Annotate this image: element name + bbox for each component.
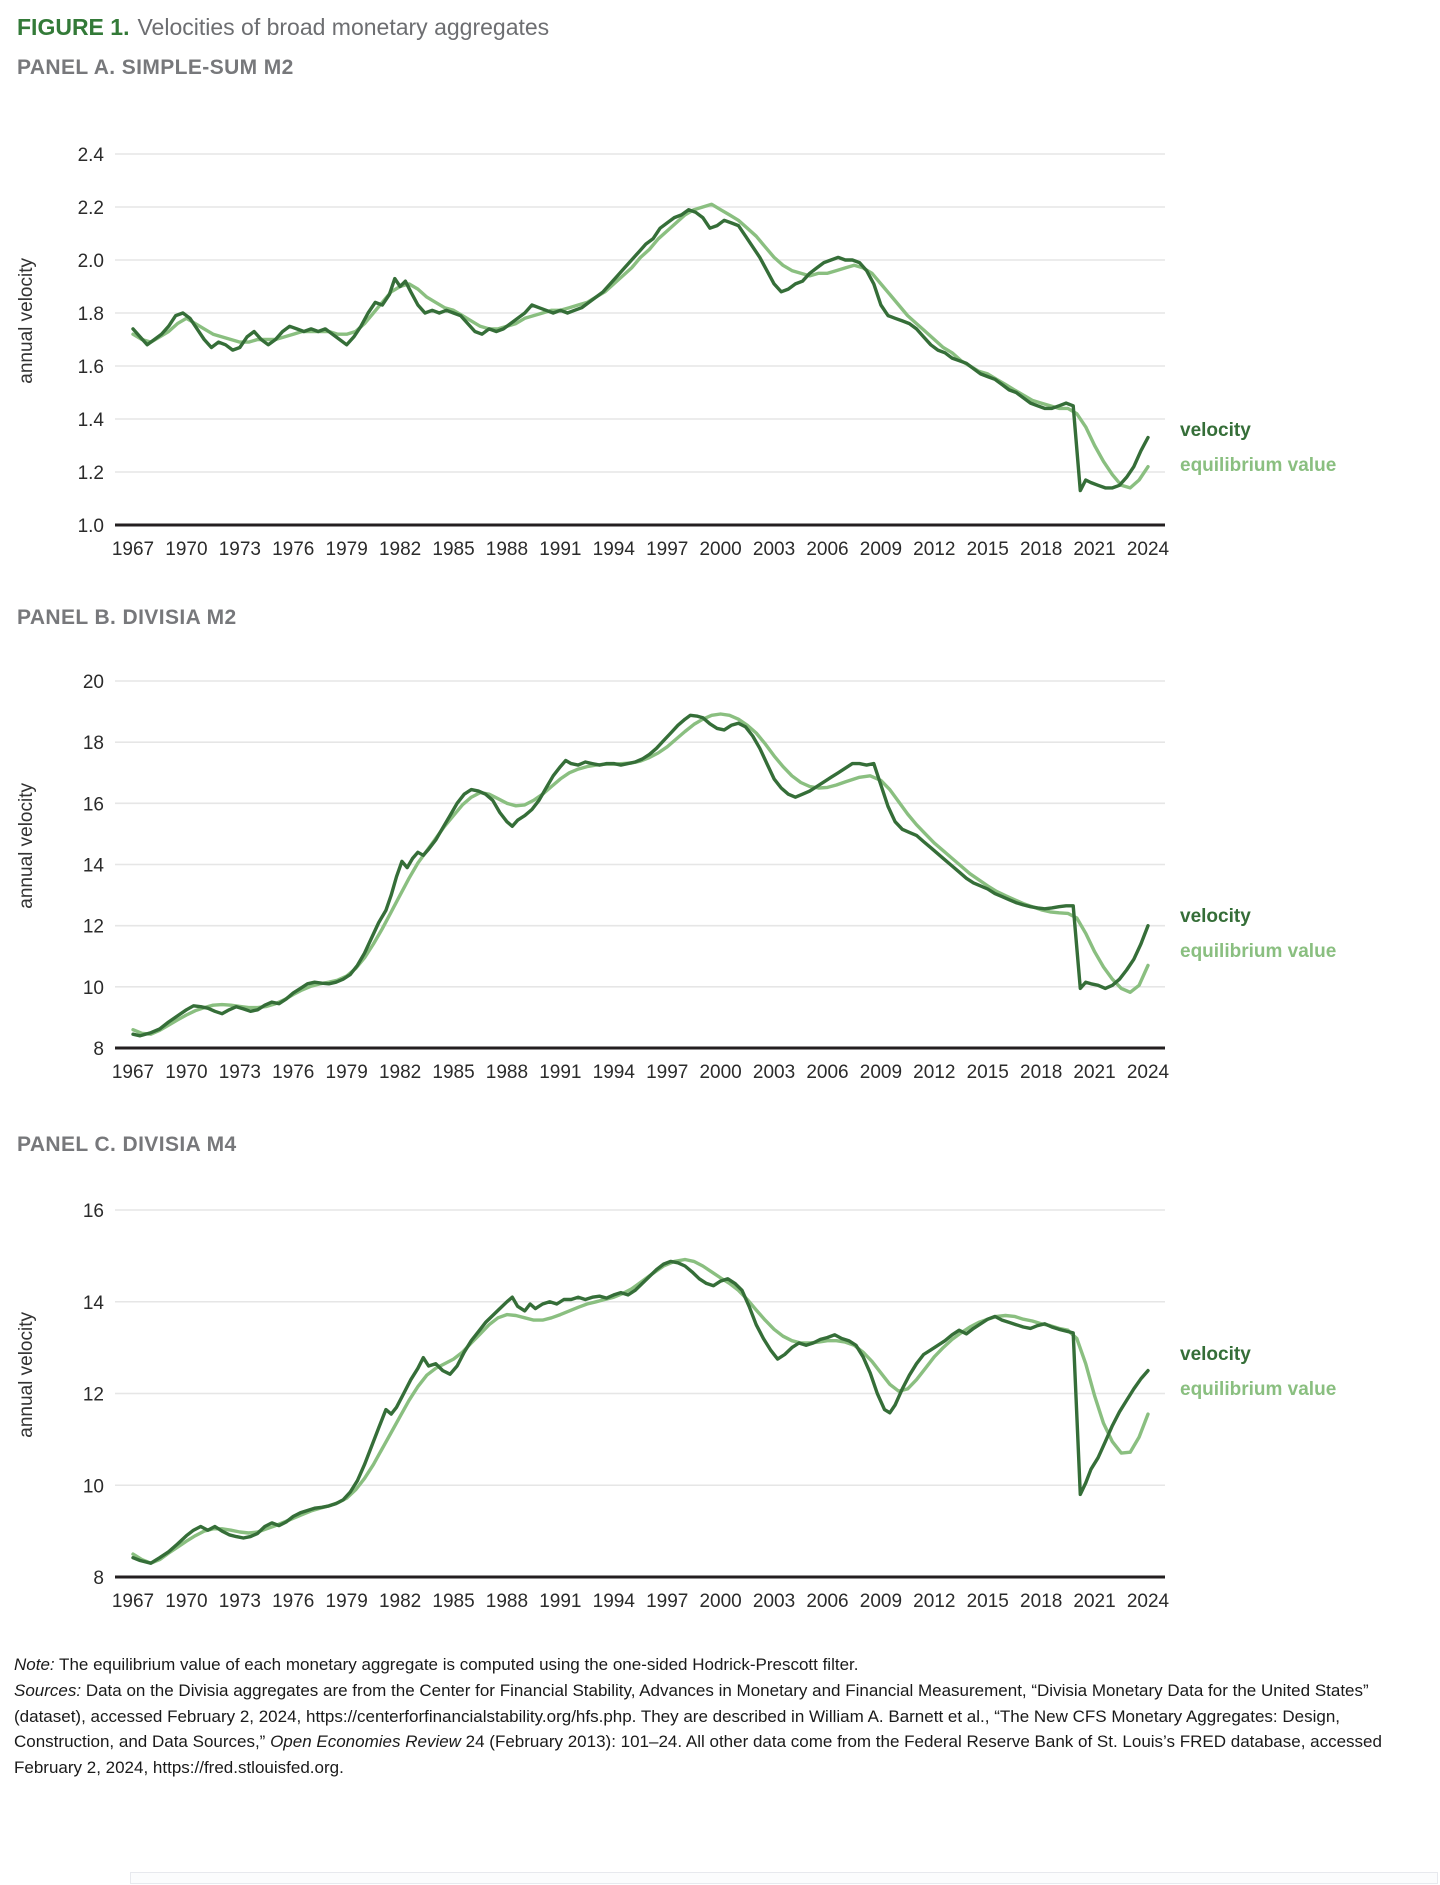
x-tick-label: 1967 (111, 539, 155, 560)
x-tick-label: 1967 (111, 1062, 155, 1083)
figure-number-label: FIGURE 1. (17, 14, 130, 40)
y-tick-label: 2.4 (77, 145, 104, 166)
y-tick-label: 14 (82, 1292, 104, 1314)
footnote-note (14, 1652, 1428, 1678)
x-tick-label: 2018 (1020, 1591, 1063, 1612)
figure-title-text: Velocities of broad monetary aggregates (137, 14, 550, 40)
panel-b-plot (83, 672, 1170, 1083)
x-tick-label: 2021 (1073, 1062, 1116, 1083)
equilibrium-line-panel-c (133, 1260, 1148, 1564)
footnote-sources (14, 1678, 1428, 1781)
legend-velocity-label: velocity (1180, 906, 1251, 927)
x-tick-label: 1976 (272, 1591, 315, 1612)
x-tick-label: 1982 (378, 1591, 422, 1612)
x-tick-label: 1973 (218, 1591, 261, 1612)
x-tick-label: 1982 (378, 1062, 422, 1083)
legend-velocity-label: velocity (1180, 1344, 1251, 1365)
sources-journal-name: Open Economies Review (270, 1732, 461, 1752)
x-tick-label: 2024 (1126, 1591, 1170, 1612)
velocity-line-panel-a (133, 210, 1148, 491)
y-tick-label: 1.4 (77, 410, 104, 431)
x-tick-label: 1994 (592, 539, 635, 560)
y-tick-label: 1.2 (77, 463, 104, 484)
x-tick-label: 2015 (966, 539, 1009, 560)
x-tick-label: 1997 (646, 1591, 689, 1612)
panel-c-plot (83, 1201, 1170, 1612)
x-tick-label: 1979 (325, 1062, 368, 1083)
x-tick-label: 2000 (699, 1591, 742, 1612)
x-tick-label: 1994 (592, 1062, 635, 1083)
y-tick-label: 20 (82, 672, 104, 693)
legend-equilibrium-label: equilibrium value (1180, 454, 1337, 476)
sources-text-1: Data on the Divisia aggregates are from the Center for Financial Stability, Advances in Monetary and Financial Measurement, “Divisia Monetary Data for the United States” (dataset), accessed February 2, 2024, https://centerforfinancialstability.org/hfs.php. They are described in William A. Barnett et al., “The New CFS Monetary Aggregates: Design, Construction, and Data Sources,” (14, 1680, 1369, 1752)
x-tick-label: 2015 (966, 1591, 1009, 1612)
x-tick-label: 1979 (325, 539, 368, 560)
x-tick-label: 1970 (165, 1062, 208, 1083)
velocity-line-panel-b (133, 715, 1148, 1036)
x-tick-label: 1970 (165, 539, 208, 560)
y-tick-label: 10 (82, 1476, 104, 1498)
panel-b-heading: PANEL B. DIVISIA M2 (17, 606, 237, 629)
panel-a-y-axis-title: annual velocity (16, 258, 37, 384)
y-tick-label: 1.0 (77, 516, 104, 537)
y-tick-label: 16 (82, 1201, 104, 1222)
x-tick-label: 1997 (646, 1062, 689, 1083)
x-tick-label: 2003 (752, 539, 796, 560)
panel-b-legend (1180, 906, 1336, 964)
y-tick-label: 18 (82, 733, 104, 755)
x-tick-label: 2006 (806, 539, 849, 560)
x-tick-label: 2003 (752, 1591, 796, 1612)
x-tick-label: 2018 (1020, 1062, 1063, 1083)
x-tick-label: 2012 (913, 1062, 956, 1083)
x-tick-label: 2009 (859, 1062, 903, 1083)
note-text: The equilibrium value of each monetary aggregate is computed using the one-sided Hodrick-Prescott filter. (54, 1655, 859, 1674)
x-tick-label: 2024 (1126, 539, 1170, 560)
x-tick-label: 1973 (218, 1062, 261, 1083)
x-tick-label: 1991 (539, 539, 582, 560)
x-tick-label: 2009 (859, 1591, 903, 1612)
y-tick-label: 16 (82, 794, 104, 816)
x-tick-label: 1997 (646, 539, 689, 560)
y-tick-label: 1.8 (77, 304, 104, 325)
x-tick-label: 1988 (485, 1591, 529, 1612)
x-tick-label: 1976 (272, 539, 315, 560)
equilibrium-line-panel-a (133, 204, 1148, 488)
y-tick-label: 12 (82, 916, 104, 938)
x-tick-label: 2012 (913, 1591, 956, 1612)
sources-text-2: 24 (February 2013): 101–24. All other data come from the Federal Reserve Bank of St. Louis’s FRED database, accessed February 2, 2024, https://fred.stlouisfed.org. (14, 1732, 1382, 1778)
x-tick-label: 1994 (592, 1591, 635, 1612)
panel-a-legend (1180, 420, 1336, 478)
note-label: Note: (14, 1655, 55, 1674)
x-tick-label: 1970 (165, 1591, 208, 1612)
velocity-line-panel-c (133, 1261, 1148, 1563)
y-tick-label: 2.0 (77, 251, 104, 272)
panel-c-heading: PANEL C. DIVISIA M4 (17, 1133, 237, 1156)
x-tick-label: 2006 (806, 1062, 849, 1083)
legend-velocity-label: velocity (1180, 420, 1251, 441)
x-tick-label: 2000 (699, 1062, 742, 1083)
legend-equilibrium-label: equilibrium value (1180, 940, 1337, 962)
y-tick-label: 14 (82, 855, 104, 877)
x-tick-label: 1991 (539, 1062, 582, 1083)
panel-b-y-axis-title: annual velocity (16, 783, 37, 909)
x-tick-label: 1973 (218, 539, 261, 560)
y-tick-label: 12 (82, 1384, 104, 1406)
page-bottom-strip (130, 1872, 1438, 1884)
x-tick-label: 1976 (272, 1062, 315, 1083)
sources-label: Sources: (14, 1680, 82, 1700)
x-tick-label: 2024 (1126, 1062, 1170, 1083)
x-tick-label: 2012 (913, 539, 956, 560)
x-tick-label: 1988 (485, 1062, 529, 1083)
x-tick-label: 2021 (1073, 1591, 1116, 1612)
figure-footnote (14, 1652, 1428, 1781)
x-tick-label: 1985 (432, 539, 475, 560)
legend-equilibrium-label: equilibrium value (1180, 1378, 1337, 1400)
panel-c-y-axis-title: annual velocity (16, 1312, 37, 1438)
panel-a-plot (78, 145, 1170, 560)
y-tick-label: 8 (93, 1039, 104, 1060)
panel-a-heading: PANEL A. SIMPLE-SUM M2 (17, 56, 294, 79)
y-tick-label: 8 (93, 1568, 104, 1589)
y-tick-label: 2.2 (77, 198, 104, 219)
x-tick-label: 1979 (325, 1591, 368, 1612)
x-tick-label: 2021 (1073, 539, 1116, 560)
x-tick-label: 2009 (859, 539, 903, 560)
x-tick-label: 1988 (485, 539, 529, 560)
x-tick-label: 2015 (966, 1062, 1009, 1083)
x-tick-label: 1985 (432, 1062, 475, 1083)
x-tick-label: 1982 (378, 539, 422, 560)
y-tick-label: 10 (82, 977, 104, 999)
x-tick-label: 1985 (432, 1591, 475, 1612)
x-tick-label: 2000 (699, 539, 742, 560)
x-tick-label: 2018 (1020, 539, 1063, 560)
x-tick-label: 2006 (806, 1591, 849, 1612)
y-tick-label: 1.6 (77, 357, 104, 378)
x-tick-label: 1991 (539, 1591, 582, 1612)
x-tick-label: 1967 (111, 1591, 155, 1612)
panel-c-legend (1180, 1344, 1336, 1402)
x-tick-label: 2003 (752, 1062, 796, 1083)
